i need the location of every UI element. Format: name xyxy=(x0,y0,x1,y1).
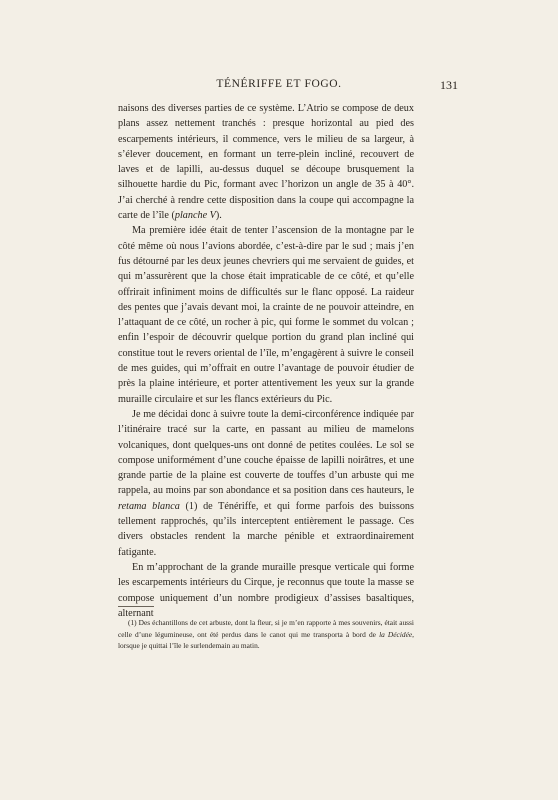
text-run: (1) de Ténériffe, et qui forme parfois des buissons tellement rapprochés, qu’ils interceptent entièrement le passage. Ces divers obstacles rendent la marche pénible et extraordinairement fatigante. xyxy=(118,500,414,558)
running-title: TÉNÉRIFFE ET FOGO. xyxy=(216,78,342,90)
italic-text: retama blanca xyxy=(118,500,180,512)
paragraph xyxy=(118,223,414,407)
text-run: , lorsque je quittai l’île le surlendemain au matin. xyxy=(118,629,414,651)
italic-text: planche V xyxy=(174,210,216,222)
italic-text: la Décidée xyxy=(379,629,413,639)
text-run: En m’approchant de la grande muraille presque verticale qui forme les escarpements intérieurs du Cirque, je reconnus que toute la masse se compose uniquement d’un nombre prodigieux d’assises basaltiques, alternant xyxy=(118,561,414,619)
page-number: 131 xyxy=(440,78,458,92)
page-header xyxy=(0,78,558,94)
footnote-text xyxy=(118,617,414,652)
footnote xyxy=(118,617,414,652)
paragraph xyxy=(118,560,414,621)
text-run: Je me décidai donc à suivre toute la demi-circonférence indiquée par l’itinéraire tracé sur la carte, en passant au milieu de mamelons volcaniques, dont quelques-uns ont donné de petites coulées. Le sol se compose uniformément d’une couche épaisse de lapilli noirâtres, et une grande partie de la plaine est couverte de touffes d’un arbuste qui me rappela, au moins par son abondance et sa position dans ces hauteurs, le xyxy=(118,408,414,497)
paragraph xyxy=(118,407,414,560)
text-run: naisons des diverses parties de ce système. L’Atrio se compose de deux plans assez nettement tranchés : presque horizontal au pied des escarpements intérieurs, il commence, vers le milieu de sa largeur, à s’élever doucement, en formant un terre-plein incliné, recouvert de laves et de lapilli, au-dessus duquel se découpe brusquement la silhouette hardie du Pic, formant avec l’horizon un angle de 35 à 40°. J’ai cherché à rendre cette disposition dans la coupe qui accompagne la carte de l’île ( xyxy=(118,103,414,222)
text-run: (1) Des échantillons de cet arbuste, dont la fleur, si je m’en rapporte à mes souvenirs, était aussi celle d’une légumineuse, ont été perdus dans le canot qui me transporta à bord de xyxy=(118,618,414,639)
text-run: Ma première idée était de tenter l’ascension de la montagne par le côté même où nous l’avions abordée, c’est-à-dire par le sud ; mais j’en fus détourné par les deux jeunes chevriers qui me servaient de guides, et qui m’assurèrent que la chose était impraticable de ce côté, et qu’elle offrirait infiniment moins de difficultés sur le flanc opposé. La raideur des pentes que j’avais devant moi, la crainte de ne pouvoir atteindre, en l’attaquant de ce côté, un rocher à pic, qui forme le sommet du volcan ; enfin l’espoir de découvrir quelque portion du grand plan incliné qui constitue tout le revers oriental de l’île, m’engagèrent à suivre le conseil de mes guides, qui m’offrait en outre l’avantage de pouvoir étudier de près la plaine intérieure, et porter attentivement les yeux sur la grande muraille circulaire et sur les flancs extérieurs du Pic. xyxy=(118,225,414,405)
body-text xyxy=(118,101,414,621)
text-run: ). xyxy=(215,210,222,222)
paragraph xyxy=(118,101,414,223)
footnote-rule xyxy=(118,606,154,607)
